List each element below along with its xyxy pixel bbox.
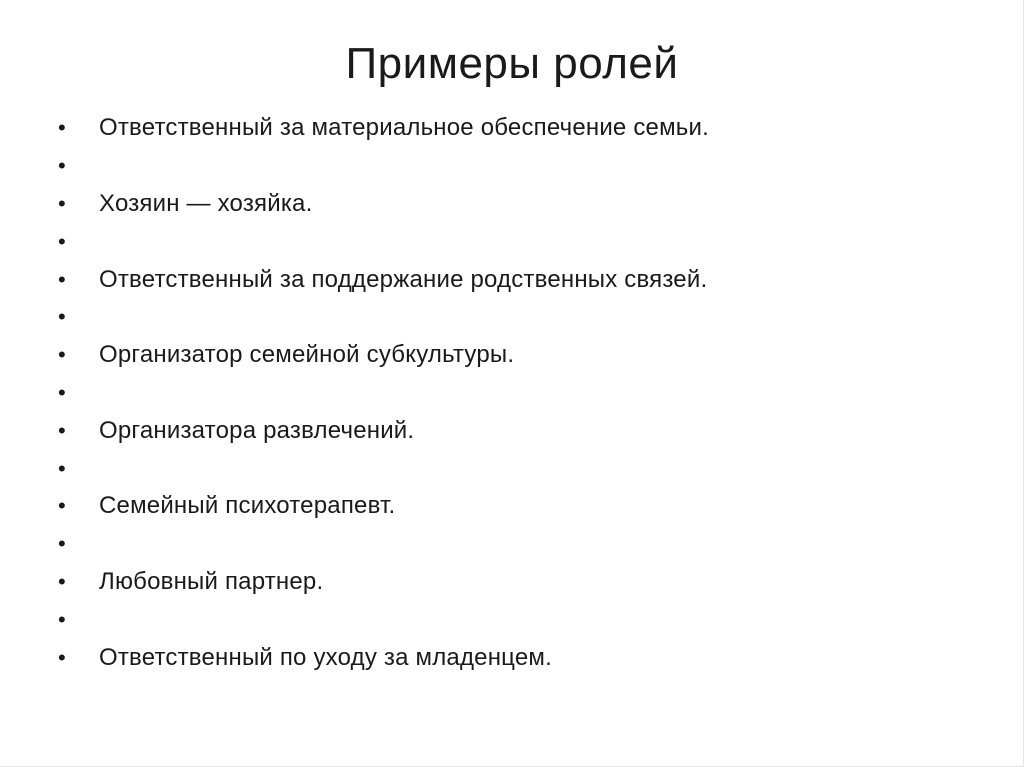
bullet-list: [58, 109, 978, 676]
list-item: [58, 449, 978, 487]
list-item: [58, 109, 978, 147]
list-item: [58, 411, 978, 449]
bullet-icon: •: [58, 342, 66, 368]
list-item-text: Ответственный за материальное обеспечение семьи.: [99, 114, 709, 142]
list-item: [58, 638, 978, 676]
list-item: [58, 600, 978, 638]
bullet-icon: •: [58, 266, 66, 292]
list-item-text: Любовный партнер.: [99, 567, 324, 595]
bullet-icon: •: [58, 568, 66, 594]
list-item: [58, 222, 978, 260]
bullet-icon: •: [58, 606, 66, 632]
bullet-icon: •: [58, 228, 66, 254]
bullet-icon: •: [58, 531, 66, 557]
list-item-text: Организатор семейной субкультуры.: [99, 341, 515, 369]
list-item: [58, 487, 978, 525]
list-item: [58, 298, 978, 336]
bullet-icon: •: [58, 493, 66, 519]
list-item-text: Организатора развлечений.: [99, 416, 415, 444]
list-item-text: Семейный психотерапевт.: [99, 492, 396, 520]
list-item: [58, 525, 978, 563]
bullet-icon: •: [58, 304, 66, 330]
bullet-icon: •: [58, 379, 66, 405]
bullet-icon: •: [58, 455, 66, 481]
bullet-icon: •: [58, 153, 66, 179]
slide-title: Примеры ролей: [345, 39, 679, 88]
list-item-text: Ответственный за поддержание родственных связей.: [99, 265, 708, 293]
list-item: [58, 374, 978, 412]
list-item: [58, 336, 978, 374]
list-item: [58, 147, 978, 185]
bullet-icon: •: [58, 115, 66, 141]
list-item-text: Хозяин — хозяйка.: [99, 189, 313, 217]
list-item: [58, 185, 978, 223]
list-item: [58, 563, 978, 601]
bullet-icon: •: [58, 190, 66, 216]
list-item: [58, 260, 978, 298]
bullet-icon: •: [58, 644, 66, 670]
list-item-text: Ответственный по уходу за младенцем.: [99, 643, 552, 671]
bullet-icon: •: [58, 417, 66, 443]
